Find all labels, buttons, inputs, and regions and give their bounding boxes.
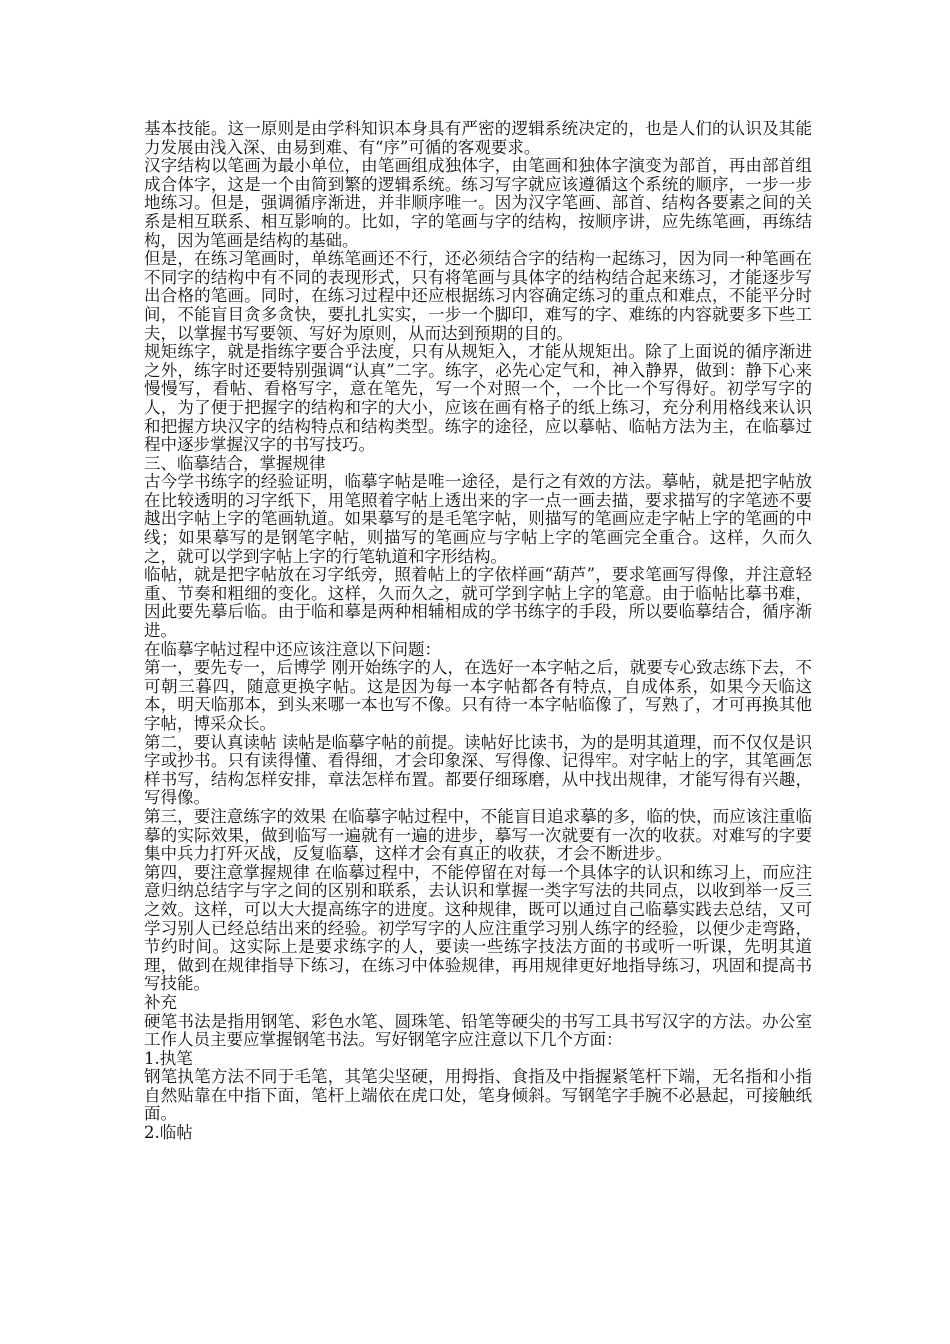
paragraph-hard-pen: 硬笔书法是指用钢笔、彩色水笔、圆珠笔、铅笔等硬尖的书写工具书写汉字的方法。办公室工作人员主要应掌握钢笔书法。写好钢笔字应注意以下几个方面： — [144, 1011, 812, 1050]
paragraph-point-2: 第二，要认真读帖 读帖是临摹字帖的前提。读帖好比读书，为的是明其道理，而不仅仅是识字或抄书。只有读得懂、看得细，才会印象深、写得像、记得牢。对字帖上的字，其笔画怎样书写，结构怎样安排，章法怎样布置。都要仔细琢磨，从中找出规律，才能写得有兴趣，写得像。 — [144, 732, 812, 808]
paragraph-point-1: 第一，要先专一，后博学 刚开始练字的人，在选好一本字帖之后，就要专心致志练下去，不可朝三暮四，随意更换字帖。这是因为每一本字帖都各有特点，自成体系，如果今天临这本，明天临那本，到头来哪一本也写不像。只有待一本字帖临像了，写熟了，才可再换其他字帖，博采众长。 — [144, 658, 812, 733]
paragraph-intro: 基本技能。这一原则是由学科知识本身具有严密的逻辑系统决定的，也是人们的认识及其能力发展由浅入深、由易到难、有“序”可循的客观要求。 — [144, 119, 812, 157]
heading-pen-holding: 1.执笔 — [144, 1048, 193, 1068]
paragraph-pen-holding: 钢笔执笔方法不同于毛笔，其笔尖坚硬，用拇指、食指及中指握紧笔杆下端，无名指和小指自然贴靠在中指下面，笔杆上端依在虎口处，笔身倾斜。写钢笔字手腕不必悬起，可接触纸面。 — [144, 1067, 812, 1124]
heading-copybook: 2.临帖 — [144, 1123, 193, 1143]
paragraph-tracing: 古今学书练字的经验证明，临摹字帖是唯一途径，是行之有效的方法。摹帖，就是把字帖放在比较透明的习字纸下，用笔照着字帖上透出来的字一点一画去描，要求描写的字笔迹不要越出字帖上字的笔画轨道。如果摹写的是毛笔字帖，则描写的笔画应走字帖上字的笔画的中线；如果摹写的是钢笔字帖，则描写的笔画应与字帖上字的笔画完全重合。这样，久而久之，就可以学到字帖上字的行笔轨道和字形结构。 — [144, 472, 812, 566]
paragraph-structure: 汉字结构以笔画为最小单位，由笔画组成独体字，由笔画和独体字演变为部首，再由部首组成合体字，这是一个由简到繁的逻辑系统。练习写字就应该遵循这个系统的顺序，一步一步地练习。但是，强调循序渐进，并非顺序唯一。因为汉字笔画、部首、结构各要素之间的关系是相互联系、相互影响的。比如，字的笔画与字的结构，按顺序讲，应先练笔画，再练结构，因为笔画是结构的基础。 — [144, 156, 812, 250]
paragraph-point-4: 第四，要注意掌握规律 在临摹过程中，不能停留在对每一个具体字的认识和练习上，而应注意归纳总结字与字之间的区别和联系，去认识和掌握一类字写法的共同点，以收到举一反三之效。这样，可以大大提高练字的进度。这种规律，既可以通过自己临摹实践去总结，又可学习别人已经总结出来的经验。初学写字的人应注重学习别人练字的经验，以便少走弯路，节约时间。这实际上是要求练字的人，要读一些练字技法方面的书或听一听课，先明其道理，做到在规律指导下练习，在练习中体验规律，再用规律更好地指导练习，巩固和提高书写技能。 — [144, 862, 812, 994]
heading-supplement: 补充 — [144, 992, 177, 1012]
paragraph-notes-intro: 在临摹字帖过程中还应该注意以下问题： — [144, 639, 441, 659]
paragraph-point-3: 第三，要注意练字的效果 在临摹字帖过程中，不能盲目追求摹的多，临的快，而应该注重临摹的实际效果，做到临写一遍就有一遍的进步，摹写一次就要有一次的收获。对难写的字要集中兵力打歼灭战，反复临摹，这样才会有真正的收获，才会不断进步。 — [144, 806, 812, 864]
document-body — [144, 120, 812, 1143]
paragraph-copying: 临帖，就是把字帖放在习字纸旁，照着帖上的字依样画“葫芦”，要求笔画写得像，并注意轻重、节奏和粗细的变化。这样，久而久之，就可学到字帖上字的笔意。由于临帖比摹书难，因此要先摹后临。由于临和摹是两种相辅相成的学书练字的手段，所以要临摹结合，循序渐进。 — [144, 565, 812, 641]
paragraph-stroke-practice: 但是，在练习笔画时，单练笔画还不行，还必须结合字的结构一起练习，因为同一种笔画在不同字的结构中有不同的表现形式，只有将笔画与具体字的结构结合起来练习，才能逐步写出合格的笔画。同时，在练习过程中还应根据练习内容确定练习的重点和难点，不能平分时间，不能盲目贪多贪快，要扎扎实实，一步一个脚印，难写的字、难练的内容就要多下些工夫，以掌握书写要领、写好为原则，从而达到预期的目的。 — [144, 249, 812, 343]
section-heading-3: 三、临摹结合，掌握规律 — [144, 453, 326, 473]
paragraph-rules: 规矩练字，就是指练字要合乎法度，只有从规矩入，才能从规矩出。除了上面说的循序渐进之外，练字时还要特别强调“认真”二字。练字，必先心定气和，神入静界，做到：静下心来慢慢写，看帖、看格写字，意在笔先，写一个对照一个，一个比一个写得好。初学写字的人，为了便于把握字的结构和字的大小，应该在画有格子的纸上练习，充分利用格线来认识和把握方块汉字的结构特点和结构类型。练字的途径，应以摹帖、临帖方法为主，在临摹过程中逐步掌握汉字的书写技巧。 — [144, 342, 812, 455]
